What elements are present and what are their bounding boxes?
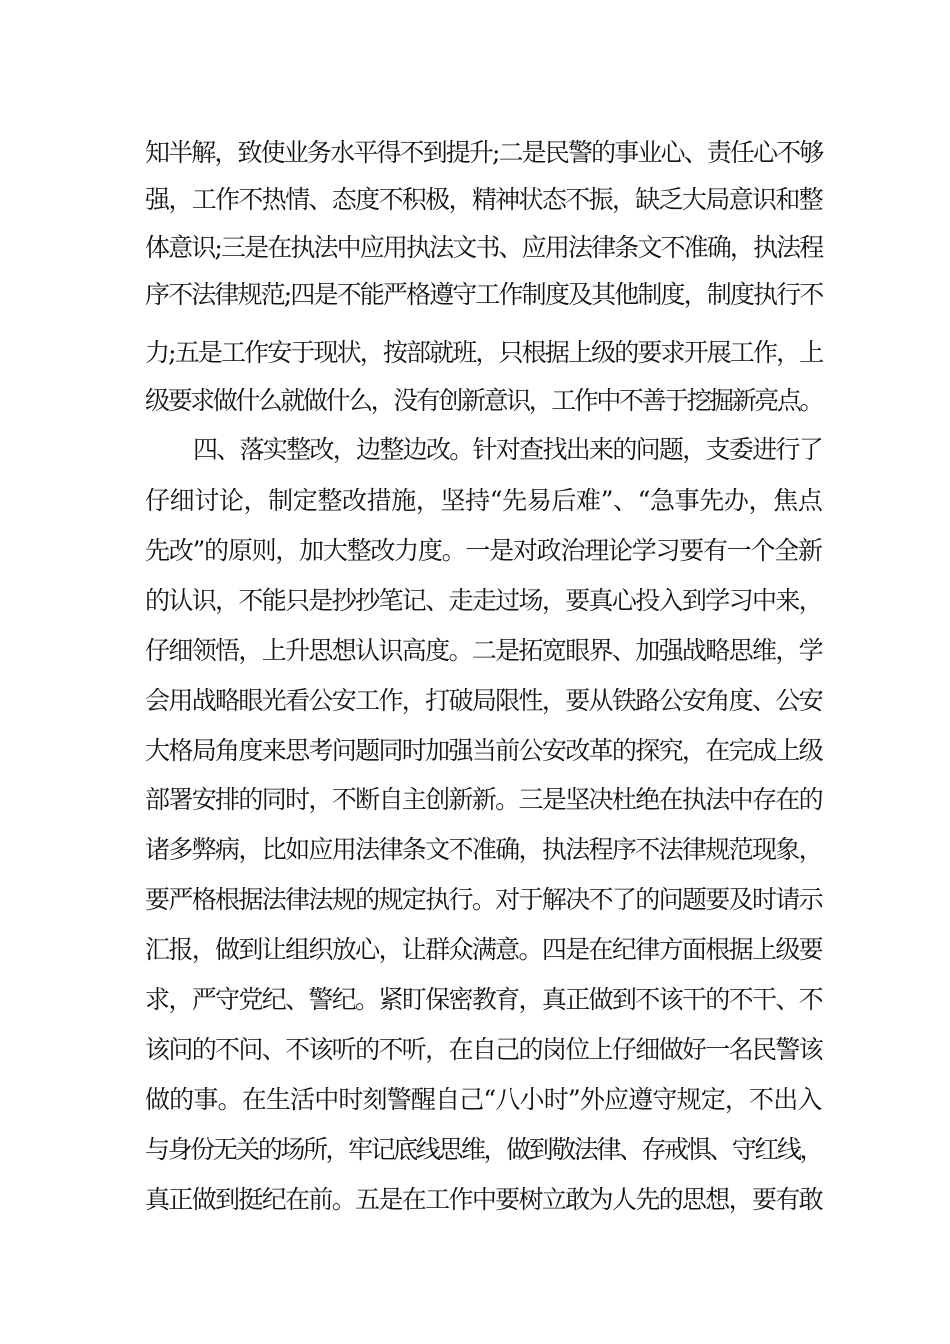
text-line: 知半解，致使业务水平得不到提升;二是民警的事业心、责任心不够 <box>145 138 823 167</box>
text-line: 序不法律规范;四是不能严格遵守工作制度及其他制度，制度执行不 <box>145 280 823 309</box>
text-line: 强，工作不热情、态度不积极，精神状态不振，缺乏大局意识和整 <box>145 185 823 214</box>
text-line: 会用战略眼光看公安工作，打破局限性，要从铁路公安角度、公安 <box>145 686 823 715</box>
text-line: 做的事。在生活中时刻警醒自己“八小时”外应遵守规定，不出入 <box>145 1085 822 1114</box>
text-line: 求，严守党纪、警纪。紧盯保密教育，真正做到不该干的不干、不 <box>145 985 823 1014</box>
text-line: 级要求做什么就做什么，没有创新意识，工作中不善于挖掘新亮点。 <box>145 386 823 415</box>
text-line: 真正做到挺纪在前。五是在工作中要树立敢为人先的思想，要有敢 <box>145 1185 823 1214</box>
text-line: 大格局角度来思考问题同时加强当前公安改革的探究，在完成上级 <box>145 736 823 765</box>
text-line: 先改”的原则，加大整改力度。一是对政治理论学习要有一个全新 <box>145 536 822 565</box>
text-line: 与身份无关的场所，牢记底线思维，做到敬法律、存戒惧、守红线， <box>145 1135 823 1164</box>
text-line: 仔细领悟，上升思想认识高度。二是拓宽眼界、加强战略思维，学 <box>145 636 823 665</box>
text-line: 体意识;三是在执法中应用执法文书、应用法律条文不准确，执法程 <box>145 233 823 262</box>
text-line: 的认识，不能只是抄抄笔记、走走过场，要真心投入到学习中来， <box>145 586 823 615</box>
text-line: 汇报，做到让组织放心，让群众满意。四是在纪律方面根据上级要 <box>145 935 823 964</box>
paragraph-start-line: 四、落实整改，边整边改。针对查找出来的问题，支委进行了 <box>193 435 822 464</box>
text-line: 要严格根据法律法规的规定执行。对于解决不了的问题要及时请示 <box>145 885 823 914</box>
text-line: 部署安排的同时，不断自主创新新。三是坚决杜绝在执法中存在的 <box>145 785 823 814</box>
text-line: 仔细讨论，制定整改措施，坚持“先易后难”、“急事先办，焦点 <box>145 486 823 515</box>
text-line: 力;五是工作安于现状，按部就班，只根据上级的要求开展工作，上 <box>145 338 823 367</box>
text-line: 该问的不问、不该听的不听，在自己的岗位上仔细做好一名民警该 <box>145 1035 823 1064</box>
text-line: 诸多弊病，比如应用法律条文不准确，执法程序不法律规范现象， <box>145 835 823 864</box>
